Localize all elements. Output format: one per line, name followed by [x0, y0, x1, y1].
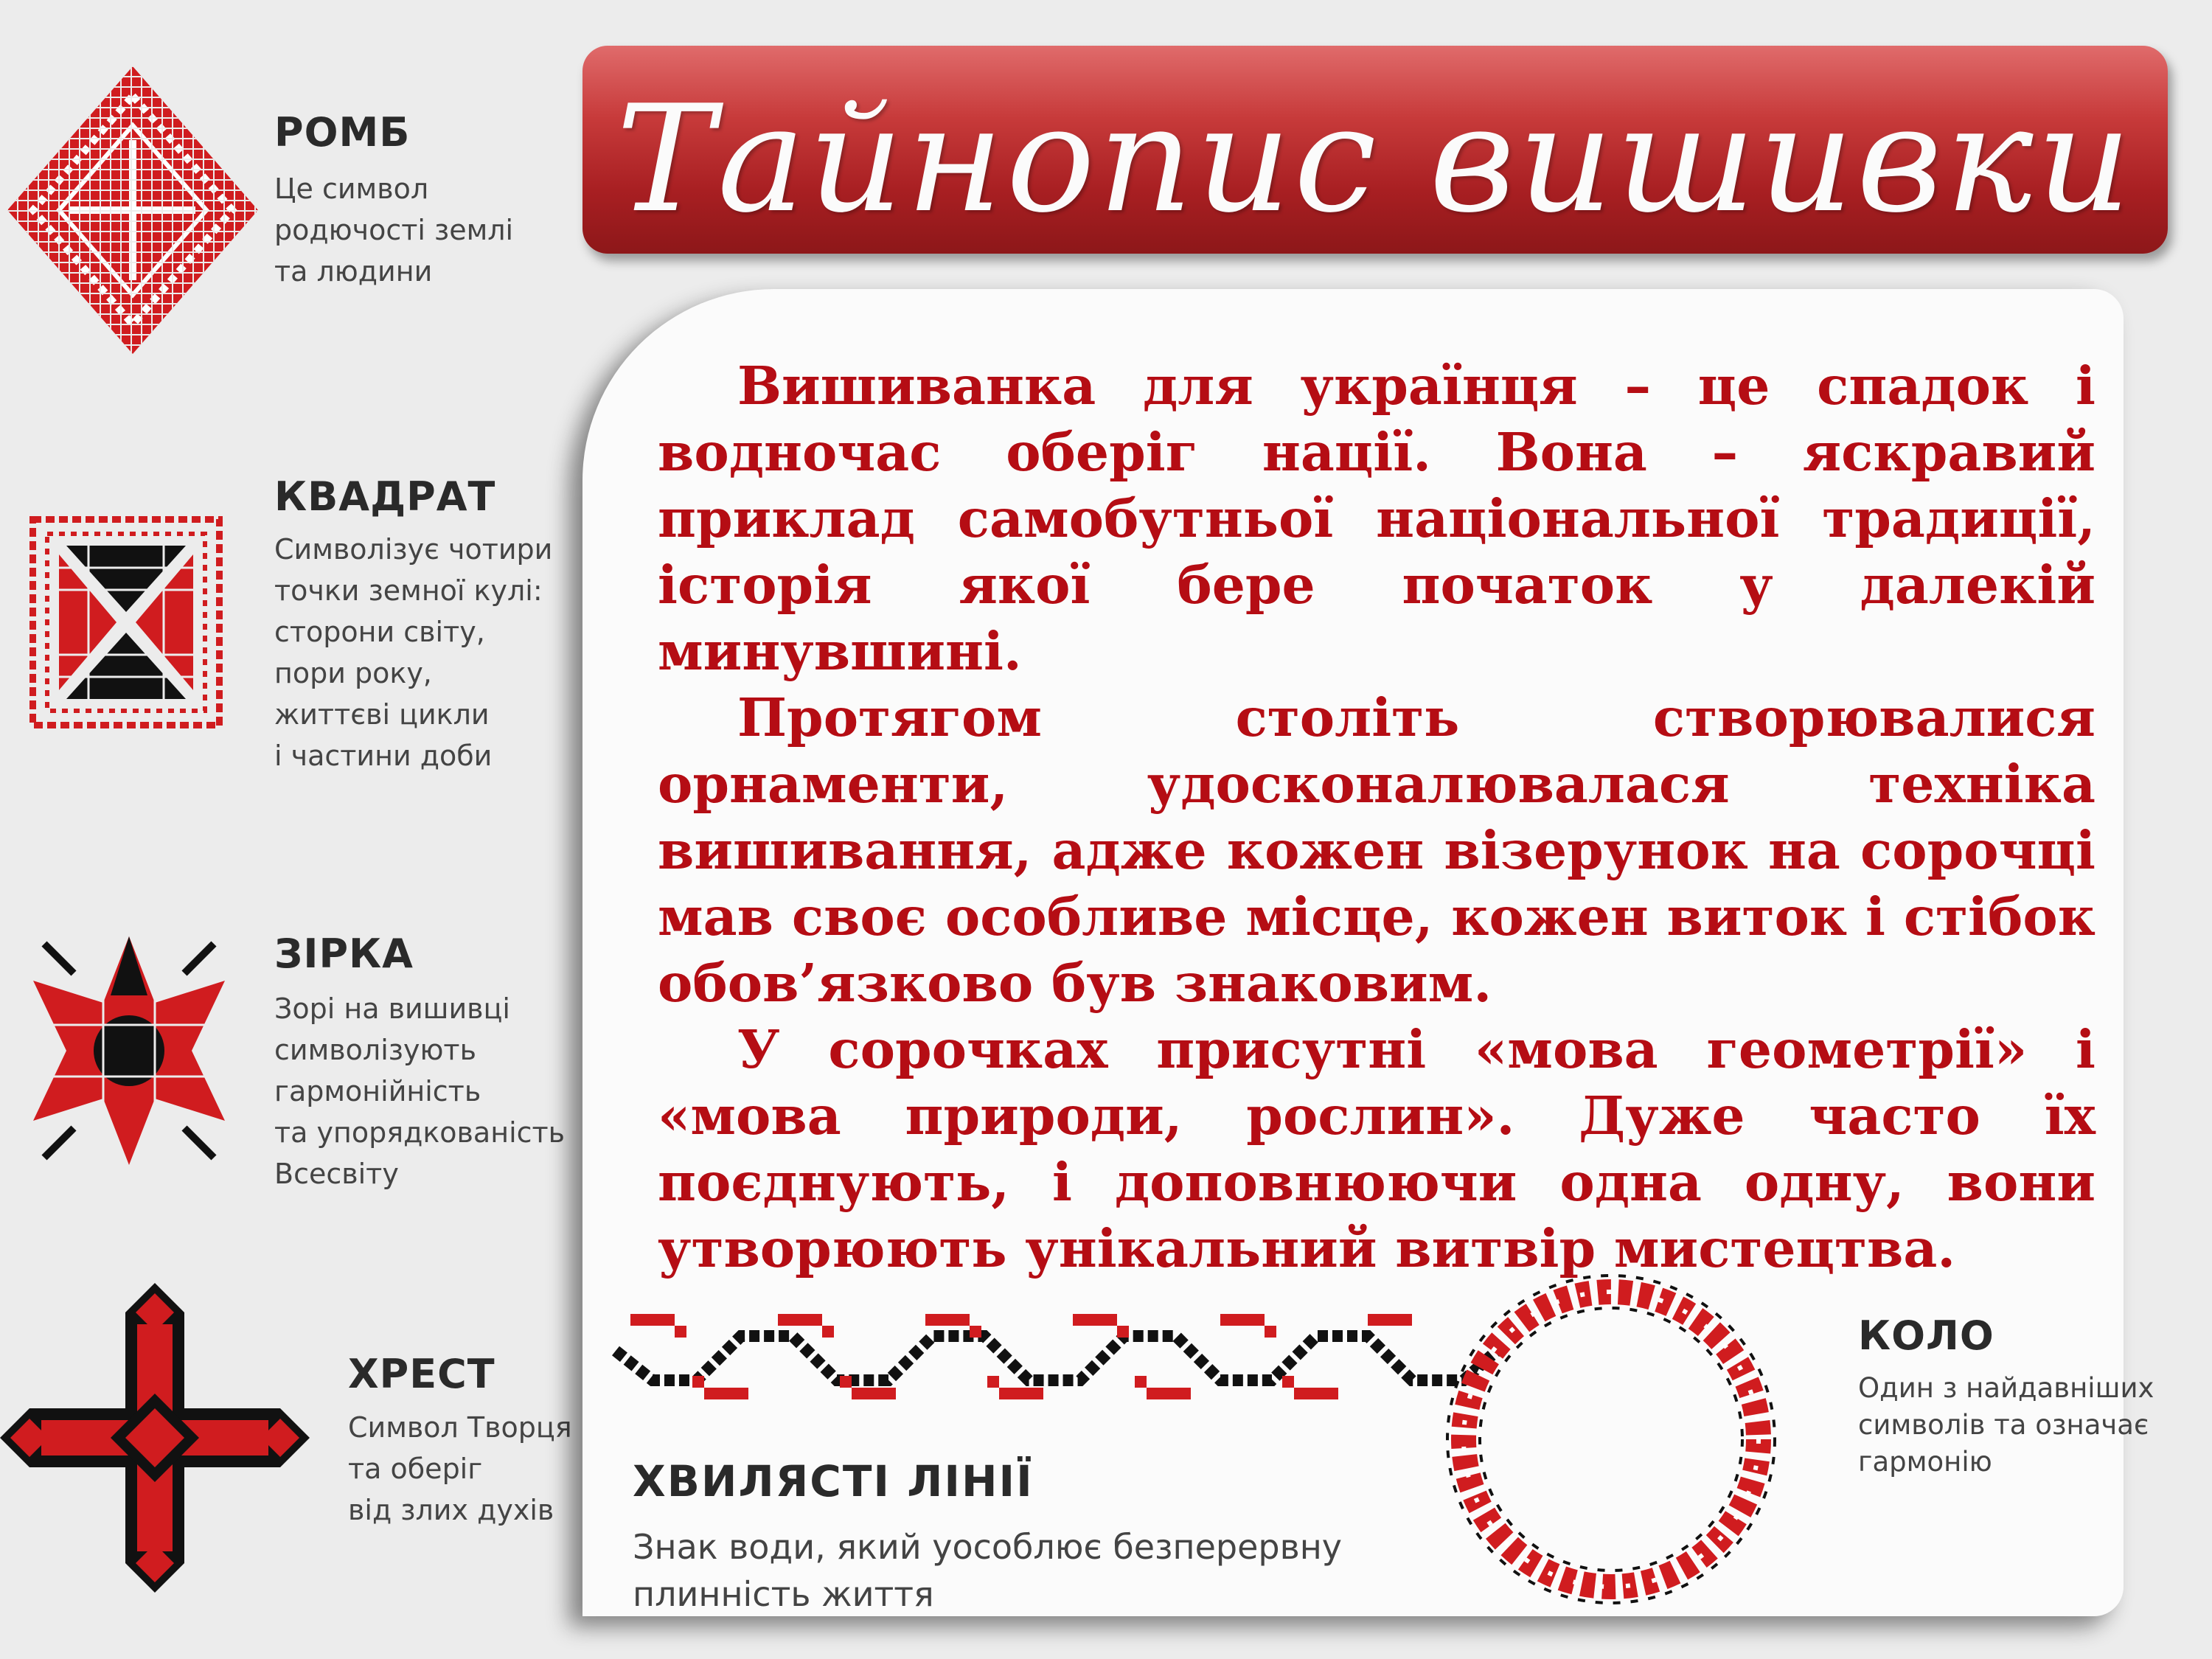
title-banner [582, 46, 2168, 254]
kvadrat-description: Символізує чотири точки земної кулі: сторони світу, пори року, життєві цикли і частини доби [274, 533, 553, 772]
wave-lines-title: ХВИЛЯСТІ ЛІНІЇ [633, 1456, 1034, 1506]
kolo-wreath-icon [1441, 1270, 1781, 1609]
kolo-description: Один з найдавніших символів та означає гармонію [1858, 1372, 2154, 1478]
khrest-ornament-icon [0, 1283, 310, 1593]
romb-description: Це символ родючості землі та людини [274, 173, 514, 288]
romb-ornament-icon [7, 66, 258, 354]
paragraph-3: У сорочках присутні «мова геометрії» і «мова природи, рослин». Дуже часто їх поєднують, і доповнюючи одна одну, вони утворюють унікальний витвір мистецтва. [658, 1018, 2096, 1279]
page-title: Тайнопис вишивки [616, 74, 2135, 246]
kvadrat-title: КВАДРАТ [274, 473, 496, 520]
romb-title: РОМБ [274, 109, 411, 156]
paragraph-1: Вишиванка для українця – це спадок і водночас оберіг нації. Вона – яскравий приклад самобутньої національної традиції, історія якої бере початок у далекій минувшині. [658, 355, 2096, 682]
kvadrat-ornament-icon [29, 516, 223, 728]
body-text [658, 352, 2096, 1281]
khrest-description: Символ Творця та оберіг від злих духів [348, 1411, 572, 1526]
wave-lines-description: Знак води, який уособлює безперервну плинність життя [633, 1527, 1343, 1614]
paragraph-2: Протягом століть створювалися орнаменти, удосконалювалася техніка вишивання, адже кожен візерунок на сорочці мав своє особливе місце, кожен виток і стібок обов’язково був знаковим. [658, 686, 2096, 1014]
zirka-ornament-icon [15, 922, 243, 1180]
khrest-title: ХРЕСТ [348, 1351, 495, 1397]
zirka-description: Зорі на вишивці символізують гармонійність та упорядкованість Всесвіту [274, 992, 566, 1190]
wave-ornament-icon [608, 1307, 1504, 1410]
zirka-title: ЗІРКА [274, 931, 414, 977]
kolo-title: КОЛО [1858, 1312, 1994, 1359]
